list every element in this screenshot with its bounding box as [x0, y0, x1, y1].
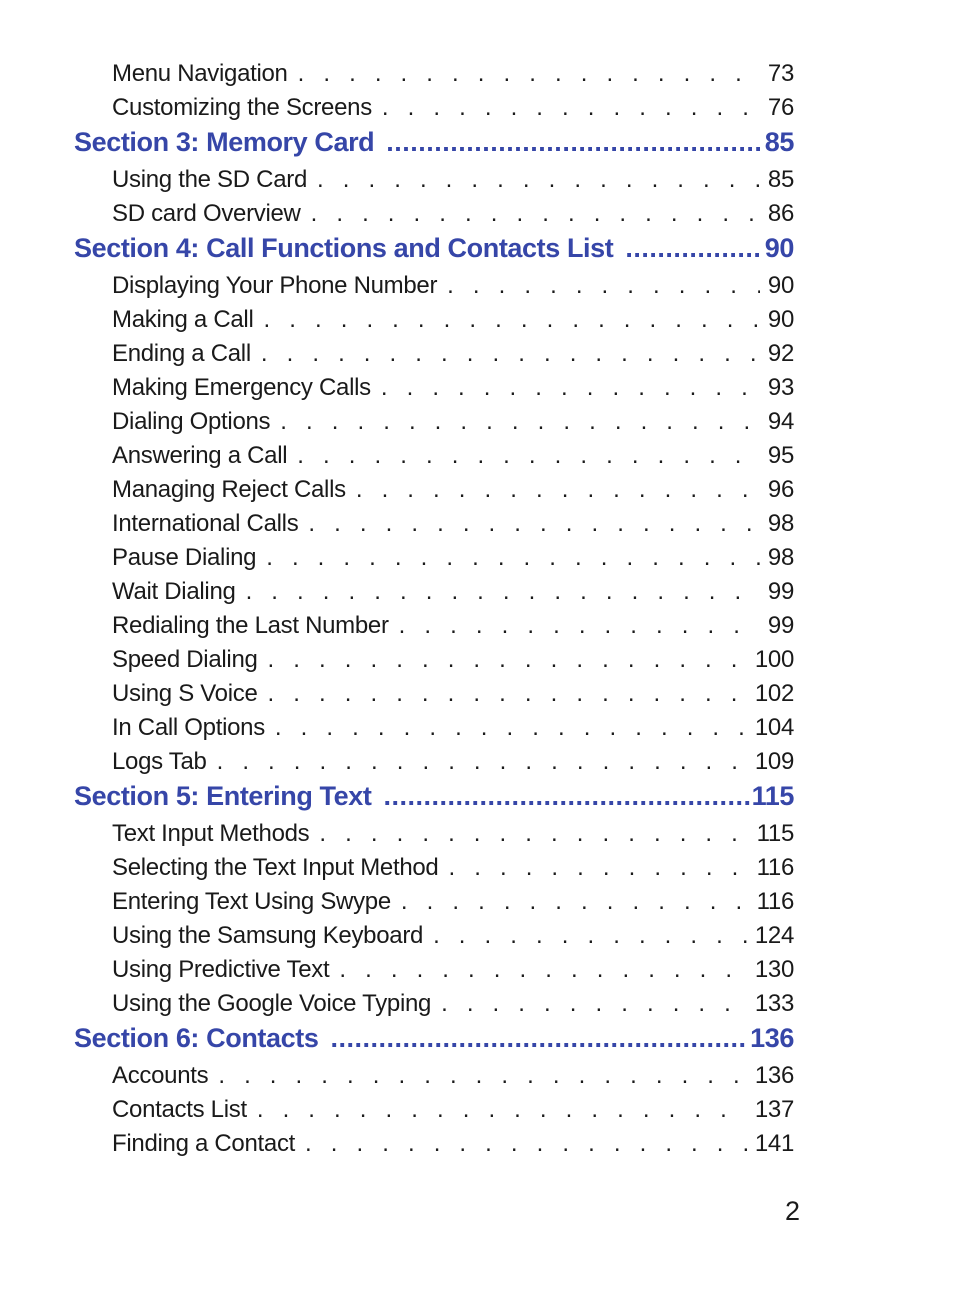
- section-page-number: 85: [764, 127, 794, 157]
- toc-entry[interactable]: [112, 408, 794, 440]
- entry-page-number: 104: [754, 714, 794, 741]
- section-title: Section 5: Entering Text: [74, 781, 372, 811]
- entry-page-number: 90: [767, 272, 794, 299]
- dot-leader: [268, 680, 747, 708]
- entry-title: Using the Google Voice Typing: [112, 990, 432, 1017]
- entry-page-number: 116: [756, 888, 794, 915]
- entry-page-number: 76: [767, 94, 794, 121]
- entry-title: Pause Dialing: [112, 544, 257, 571]
- toc-entry[interactable]: [112, 442, 794, 474]
- dot-leader: [298, 60, 760, 88]
- toc-entry[interactable]: [112, 646, 794, 678]
- entry-title: International Calls: [112, 510, 299, 537]
- entry-title: Contacts List: [112, 1096, 247, 1123]
- entry-page-number: 136: [754, 1062, 794, 1089]
- entry-page-number: 130: [754, 956, 794, 983]
- toc-entry[interactable]: [112, 166, 794, 198]
- entry-title: Redialing the Last Number: [112, 612, 389, 639]
- dot-leader: [399, 612, 760, 640]
- entry-page-number: 115: [756, 820, 794, 847]
- entry-title: Using Predictive Text: [112, 956, 330, 983]
- dot-leader: [217, 748, 747, 776]
- toc-section-heading[interactable]: [74, 781, 794, 817]
- toc-entry[interactable]: [112, 922, 794, 954]
- toc-entry[interactable]: [112, 476, 794, 508]
- entry-page-number: 90: [767, 306, 794, 333]
- entry-title: Answering a Call: [112, 442, 288, 469]
- section-title: Section 3: Memory Card: [74, 127, 375, 157]
- toc-section-heading[interactable]: [74, 233, 794, 269]
- toc-entry[interactable]: [112, 306, 794, 338]
- dot-leader: [305, 1130, 747, 1158]
- entry-page-number: 100: [754, 646, 794, 673]
- entry-page-number: 96: [767, 476, 794, 503]
- dot-leader: [382, 94, 760, 122]
- toc-entry[interactable]: [112, 544, 794, 576]
- entry-title: Accounts: [112, 1062, 209, 1089]
- section-title: Section 4: Call Functions and Contacts List: [74, 233, 614, 263]
- toc-entry[interactable]: [112, 714, 794, 746]
- entry-page-number: 102: [754, 680, 794, 707]
- dot-leader: [381, 374, 760, 402]
- dot-leader: [356, 476, 760, 504]
- dot-leader: [319, 820, 748, 848]
- toc-entry[interactable]: [112, 1096, 794, 1128]
- section-page-number: 115: [751, 781, 794, 811]
- dot-leader: [266, 544, 760, 572]
- entry-title: Using the SD Card: [112, 166, 307, 193]
- entry-page-number: 109: [754, 748, 794, 775]
- entry-page-number: 141: [754, 1130, 794, 1157]
- entry-title: Entering Text Using Swype: [112, 888, 391, 915]
- dot-leader: [218, 1062, 747, 1090]
- toc-section-heading[interactable]: [74, 127, 794, 163]
- toc-section-heading[interactable]: [74, 1023, 794, 1059]
- dot-leader: [441, 990, 747, 1018]
- entry-page-number: 137: [754, 1096, 794, 1123]
- toc-entry[interactable]: [112, 272, 794, 304]
- dot-leader: [317, 166, 760, 194]
- toc-entry[interactable]: [112, 578, 794, 610]
- entry-page-number: 99: [767, 612, 794, 639]
- dot-leader: [280, 408, 760, 436]
- entry-title: Ending a Call: [112, 340, 251, 367]
- entry-title: Finding a Contact: [112, 1130, 296, 1157]
- entry-page-number: 133: [754, 990, 794, 1017]
- entry-title: Text Input Methods: [112, 820, 310, 847]
- entry-page-number: 85: [767, 166, 794, 193]
- dot-leader: [448, 854, 748, 882]
- entry-title: Dialing Options: [112, 408, 271, 435]
- entry-page-number: 92: [767, 340, 794, 367]
- toc-entry[interactable]: [112, 680, 794, 712]
- toc-entry[interactable]: [112, 200, 794, 232]
- entry-title: Managing Reject Calls: [112, 476, 346, 503]
- toc-entry[interactable]: [112, 374, 794, 406]
- dot-leader: [311, 200, 760, 228]
- toc-entry[interactable]: [112, 612, 794, 644]
- dot-leader: [386, 127, 762, 158]
- toc-entry[interactable]: [112, 854, 794, 886]
- dot-leader: [257, 1096, 747, 1124]
- entry-title: Making a Call: [112, 306, 254, 333]
- entry-title: Logs Tab: [112, 748, 207, 775]
- dot-leader: [308, 510, 759, 538]
- entry-page-number: 98: [767, 544, 794, 571]
- dot-leader: [268, 646, 747, 674]
- toc-entry[interactable]: [112, 1130, 794, 1162]
- entry-page-number: 95: [767, 442, 794, 469]
- dot-leader: [297, 442, 760, 470]
- entry-title: Wait Dialing: [112, 578, 236, 605]
- dot-leader: [339, 956, 746, 984]
- entry-page-number: 93: [767, 374, 794, 401]
- entry-page-number: 86: [767, 200, 794, 227]
- entry-page-number: 94: [767, 408, 794, 435]
- section-title: Section 6: Contacts: [74, 1023, 319, 1053]
- dot-leader: [433, 922, 747, 950]
- toc-entry[interactable]: [112, 340, 794, 372]
- dot-leader: [383, 781, 749, 812]
- dot-leader: [625, 233, 762, 264]
- entry-page-number: 116: [756, 854, 794, 881]
- dot-leader: [261, 340, 760, 368]
- dot-leader: [275, 714, 747, 742]
- section-page-number: 136: [750, 1023, 794, 1053]
- entry-title: In Call Options: [112, 714, 265, 741]
- dot-leader: [401, 888, 749, 916]
- section-page-number: 90: [764, 233, 794, 263]
- entry-title: Using the Samsung Keyboard: [112, 922, 424, 949]
- entry-page-number: 73: [767, 60, 794, 87]
- entry-page-number: 98: [767, 510, 794, 537]
- entry-title: Speed Dialing: [112, 646, 258, 673]
- entry-title: Displaying Your Phone Number: [112, 272, 438, 299]
- toc-entry[interactable]: [112, 888, 794, 920]
- entry-page-number: 99: [767, 578, 794, 605]
- entry-title: Making Emergency Calls: [112, 374, 371, 401]
- entry-title: Using S Voice: [112, 680, 258, 707]
- dot-leader: [264, 306, 760, 334]
- dot-leader: [246, 578, 760, 606]
- toc-entry[interactable]: [112, 60, 794, 92]
- toc-entry[interactable]: [112, 94, 794, 126]
- entry-title: Menu Navigation: [112, 60, 288, 87]
- entry-title: Selecting the Text Input Method: [112, 854, 439, 881]
- toc-entry[interactable]: [112, 748, 794, 780]
- entry-page-number: 124: [754, 922, 794, 949]
- toc-entry[interactable]: [112, 1062, 794, 1094]
- dot-leader: [330, 1023, 748, 1054]
- toc-entry[interactable]: [112, 990, 794, 1022]
- toc-entry[interactable]: [112, 956, 794, 988]
- entry-title: SD card Overview: [112, 200, 301, 227]
- toc-entry[interactable]: [112, 510, 794, 542]
- toc-entry[interactable]: [112, 820, 794, 852]
- dot-leader: [447, 272, 760, 300]
- page-number: 2: [784, 1196, 800, 1226]
- entry-title: Customizing the Screens: [112, 94, 372, 121]
